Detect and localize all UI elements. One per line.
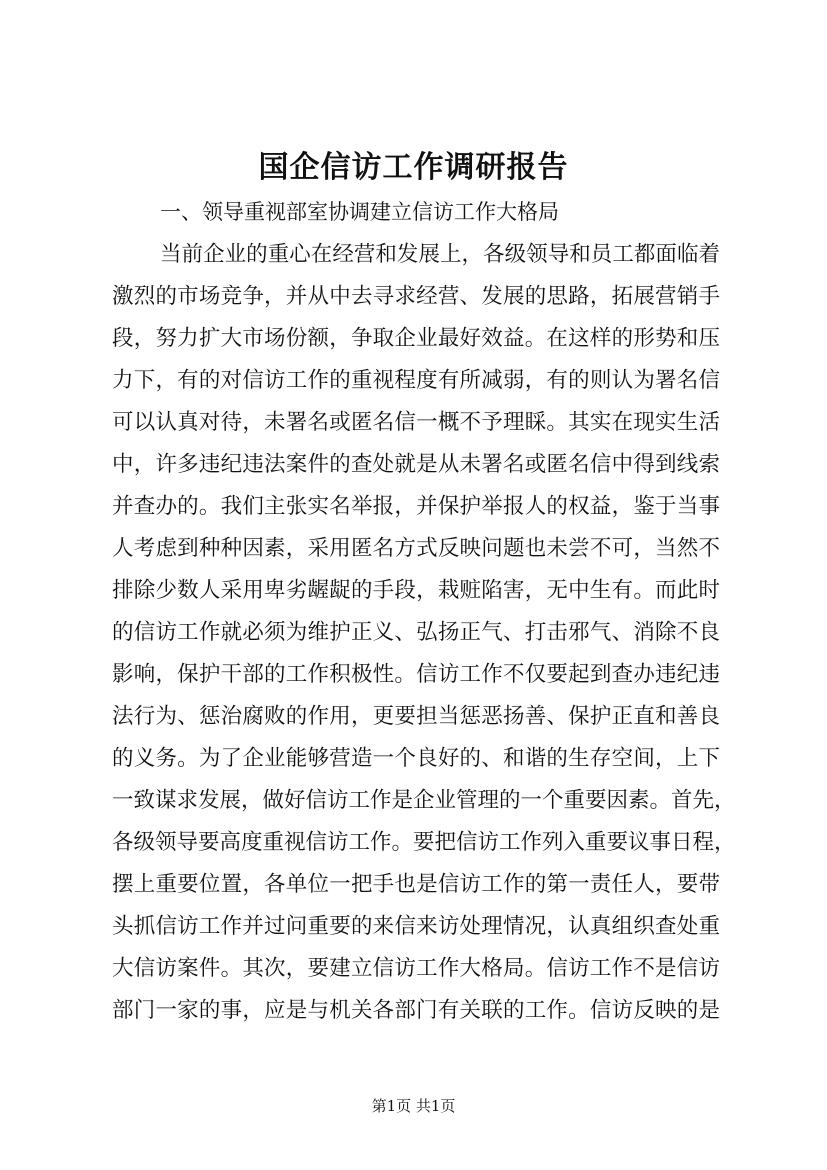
body-line: 部门一家的事，应是与机关各部门有关联的工作。信访反映的是 xyxy=(112,998,720,1023)
body-line: 头抓信访工作并过问重要的来信来访处理情况，认真组织查处重 xyxy=(112,914,720,939)
body-line: 的信访工作就必须为维护正义、弘扬正气、打击邪气、消除不良 xyxy=(112,620,720,645)
body-line: 的义务。为了企业能够营造一个良好的、和谐的生存空间，上下 xyxy=(112,746,720,771)
body-line: 可以认真对待，未署名或匿名信一概不予理睬。其实在现实生活 xyxy=(112,410,720,435)
body-line: 排除少数人采用卑劣龌龊的手段，栽赃陷害，无中生有。而此时 xyxy=(112,578,720,603)
body-line: 激烈的市场竞争，并从中去寻求经营、发展的思路，拓展营销手 xyxy=(112,284,720,309)
body-line: 各级领导要高度重视信访工作。要把信访工作列入重要议事日程， xyxy=(112,830,736,855)
body-line: 摆上重要位置，各单位一把手也是信访工作的第一责任人，要带 xyxy=(112,872,720,897)
body-line: 一致谋求发展，做好信访工作是企业管理的一个重要因素。首先， xyxy=(112,788,736,813)
body-line: 影响，保护干部的工作积极性。信访工作不仅要起到查办违纪违 xyxy=(112,662,720,687)
page-footer: 第1页 共1页 xyxy=(371,1097,456,1115)
document-title: 国企信访工作调研报告 xyxy=(258,150,569,185)
body-line: 人考虑到种种因素，采用匿名方式反映问题也未尝不可，当然不 xyxy=(112,536,720,561)
body-line: 法行为、惩治腐败的作用，更要担当惩恶扬善、保护正直和善良 xyxy=(112,704,720,729)
body-line: 中，许多违纪违法案件的查处就是从未署名或匿名信中得到线索 xyxy=(112,452,720,477)
section-heading: 一、领导重视部室协调建立信访工作大格局 xyxy=(160,200,559,224)
body-line: 并查办的。我们主张实名举报，并保护举报人的权益，鉴于当事 xyxy=(112,494,720,519)
body-line: 段，努力扩大市场份额，争取企业最好效益。在这样的形势和压 xyxy=(112,326,720,351)
body-line: 大信访案件。其次，要建立信访工作大格局。信访工作不是信访 xyxy=(112,956,720,981)
body-line: 当前企业的重心在经营和发展上，各级领导和员工都面临着 xyxy=(160,242,720,267)
body-line: 力下，有的对信访工作的重视程度有所减弱，有的则认为署名信 xyxy=(112,368,720,393)
